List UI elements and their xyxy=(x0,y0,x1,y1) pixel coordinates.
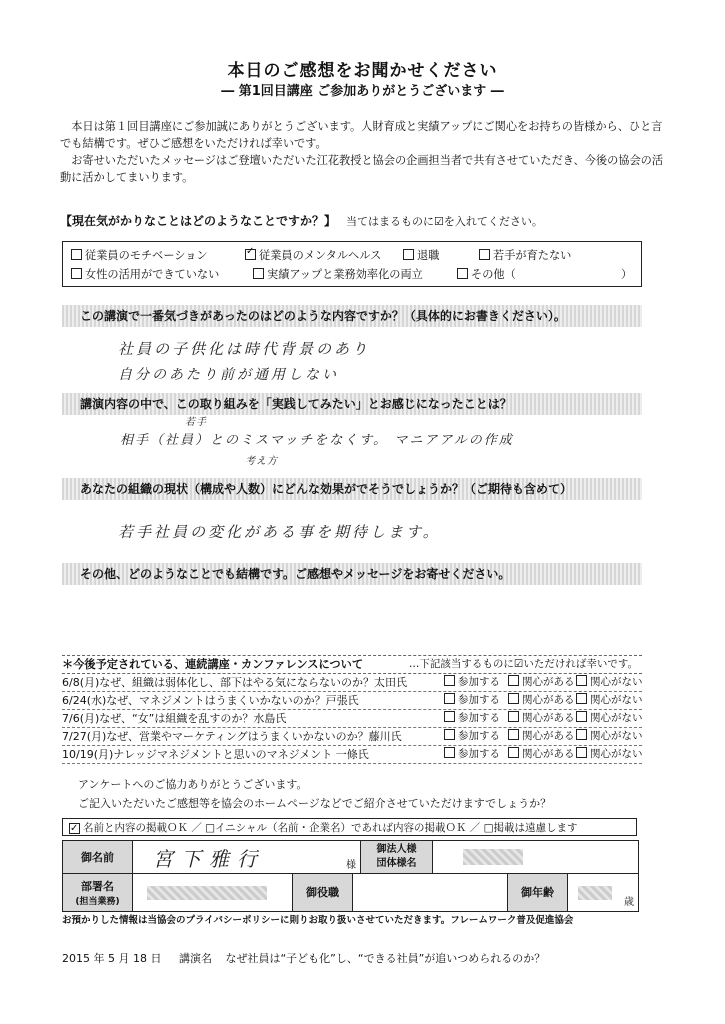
q5-question: その他、どのようなことでも結構です。ご感想やメッセージをお寄せください。 xyxy=(62,563,642,585)
interested-option[interactable] xyxy=(508,728,575,745)
dept-label-sub: (担当業務) xyxy=(75,897,120,907)
lecture-title: なぜ社員は“子ども化”し、“できる社員”が追いつめられるのか？ xyxy=(225,952,546,965)
interested-option[interactable] xyxy=(508,746,575,763)
survey-question: ご記入いただいたご感想等を協会のホームページなどでご紹介させていただけますでしょうか？ xyxy=(78,797,552,810)
schedule-row xyxy=(62,710,642,728)
option-label: 実績アップと業務効率化の両立 xyxy=(267,268,423,281)
not-interested-label: 関心がない xyxy=(590,694,643,706)
attend-label: 参加する xyxy=(458,676,500,688)
checkbox[interactable] xyxy=(444,693,455,704)
checkbox[interactable] xyxy=(508,711,519,722)
corp-label xyxy=(361,841,433,874)
respondent-form xyxy=(62,840,639,912)
option-young-staff[interactable] xyxy=(479,247,571,263)
checkbox[interactable] xyxy=(444,675,455,686)
not-interested-option[interactable] xyxy=(576,728,643,745)
option-other[interactable] xyxy=(457,266,516,282)
name-label: 御名前 xyxy=(63,841,133,874)
attend-option[interactable] xyxy=(444,674,500,691)
q3-question: 講演内容の中で、この取り組みを「実践してみたい」とお感じになったことは？ xyxy=(62,393,642,415)
consent-text: 名前と内容の掲載ＯＫ ／ □イニシャル（名前・企業名）であれば内容の掲載ＯＫ ／ □掲載は遠慮します xyxy=(83,822,578,834)
lecture-info xyxy=(62,950,545,966)
q3-annotation-bottom: 考え方 xyxy=(245,456,278,467)
corp-field[interactable] xyxy=(433,841,638,874)
name-field[interactable] xyxy=(133,841,361,874)
option-other-close: ） xyxy=(621,268,633,281)
checkbox[interactable] xyxy=(508,729,519,740)
checkbox[interactable] xyxy=(576,693,587,704)
attend-option[interactable] xyxy=(444,710,500,727)
interested-label: 関心がある xyxy=(522,694,575,706)
q1-hint: 当てはまるものに☑を入れてください。 xyxy=(346,215,543,228)
schedule-row-text: 10/19(月)ナレッジマネジメントと思いのマネジメント 一條氏 xyxy=(62,748,369,761)
dept-label-main: 部署名 xyxy=(81,880,114,893)
schedule-row xyxy=(62,746,642,764)
role-label: 御役職 xyxy=(293,874,353,911)
schedule-row xyxy=(62,728,642,746)
attend-label: 参加する xyxy=(458,748,500,760)
q4-answer: 若手社員の変化がある事を期待します。 xyxy=(118,523,441,541)
checkbox[interactable] xyxy=(444,711,455,722)
checkbox[interactable] xyxy=(576,711,587,722)
checkbox[interactable] xyxy=(479,249,490,260)
corp-label-line-1: 御法人様 xyxy=(376,844,417,855)
consent-options xyxy=(62,818,637,836)
interested-option[interactable] xyxy=(508,692,575,709)
q2-answer-line-1: 社員の子供化は時代背景のあり xyxy=(118,340,371,358)
not-interested-label: 関心がない xyxy=(590,730,643,742)
intro-paragraph-1: 本日は第１回目講座にご参加誠にありがとうございます。人財育成と実績アップにご関心をお持ちの皆様から、ひと言でも結構です。ぜひご感想をいただければ幸いです。 xyxy=(60,120,663,150)
interested-label: 関心がある xyxy=(522,730,575,742)
dept-field[interactable] xyxy=(133,874,293,911)
intro-text xyxy=(60,118,670,186)
page-title: 本日のご感想をお聞かせください xyxy=(227,61,498,81)
option-label: 従業員のモチベーション xyxy=(85,249,208,262)
intro-paragraph-2: お寄せいただいたメッセージはご登壇いただいた江花教授と協会の企画担当者で共有させていただき、今後の協会の活動に活かしてまいります。 xyxy=(60,154,664,184)
interested-option[interactable] xyxy=(508,674,575,691)
schedule-row xyxy=(62,674,642,692)
option-retirement[interactable] xyxy=(403,247,439,263)
age-unit: 歳 xyxy=(624,897,634,908)
option-label: 従業員のメンタルヘルス xyxy=(259,249,382,262)
schedule-row xyxy=(62,692,642,710)
q2-answer-line-2: 自分のあたり前が通用しない xyxy=(118,367,339,383)
checkbox[interactable] xyxy=(71,268,82,279)
checkbox[interactable] xyxy=(508,675,519,686)
lecture-label: 講演名 xyxy=(178,952,212,965)
checkbox[interactable] xyxy=(253,268,264,279)
q2-question: この講演で一番気づきがあったのはどのような内容ですか？（具体的にお書きください）。 xyxy=(62,305,642,327)
checkbox[interactable] xyxy=(403,249,414,260)
attend-option[interactable] xyxy=(444,746,500,763)
redacted-dept xyxy=(147,886,267,900)
page-subtitle: ― 第1回目講座 ご参加ありがとうございます ― xyxy=(221,84,504,99)
checkbox[interactable] xyxy=(444,729,455,740)
not-interested-option[interactable] xyxy=(576,710,643,727)
checkbox-checked[interactable] xyxy=(245,249,256,260)
dept-label xyxy=(63,874,133,911)
schedule-row-text: 6/8(月)なぜ、組織は弱体化し、部下はやる気にならないのか？太田氏 xyxy=(62,676,407,689)
not-interested-label: 関心がない xyxy=(590,676,643,688)
checkbox[interactable] xyxy=(576,675,587,686)
checkbox[interactable] xyxy=(71,249,82,260)
option-label: その他（ xyxy=(471,268,516,281)
schedule-hint: …下記該当するものに☑いただければ幸いです。 xyxy=(408,658,638,670)
redacted-age xyxy=(578,886,612,900)
q1-options-box xyxy=(62,241,642,287)
schedule-heading xyxy=(62,655,642,674)
not-interested-label: 関心がない xyxy=(590,748,643,760)
attend-option[interactable] xyxy=(444,692,500,709)
checkbox[interactable] xyxy=(508,693,519,704)
attend-option[interactable] xyxy=(444,728,500,745)
checkbox-checked[interactable] xyxy=(69,823,80,834)
option-women[interactable] xyxy=(71,266,219,282)
checkbox[interactable] xyxy=(576,747,587,758)
q4-question: あなたの組織の現状（構成や人数）にどんな効果がでそうでしょうか？（ご期待も含めて） xyxy=(62,478,642,500)
q1-heading-text: 【現在気がかりなことはどのようなことですか？】 xyxy=(60,214,337,228)
schedule-row-text: 7/6(月)なぜ、“女”は組織を乱すのか？水島氏 xyxy=(62,712,287,725)
age-label: 御年齢 xyxy=(508,874,568,911)
not-interested-option[interactable] xyxy=(576,674,643,691)
attend-label: 参加する xyxy=(458,712,500,724)
role-field[interactable] xyxy=(353,874,508,911)
not-interested-option[interactable] xyxy=(576,746,643,763)
q3-annotation-top: 若手 xyxy=(185,417,207,428)
checkbox[interactable] xyxy=(508,747,519,758)
q3-answer: 相手（社員）とのミスマッチをなくす。 マニアアルの作成 xyxy=(120,433,514,448)
privacy-note: お預かりした情報は当協会のプライバシーポリシーに則りお取り扱いさせていただきます。フレームワーク普及促進協会 xyxy=(62,915,574,926)
age-field[interactable] xyxy=(568,874,638,911)
option-label: 女性の活用ができていない xyxy=(85,268,220,281)
interested-label: 関心がある xyxy=(522,748,575,760)
option-label: 退職 xyxy=(417,249,440,262)
attend-label: 参加する xyxy=(458,730,500,742)
checkbox[interactable] xyxy=(457,268,468,279)
schedule-row-text: 6/24(水)なぜ、マネジメントはうまくいかないのか？戸張氏 xyxy=(62,694,359,707)
interested-label: 関心がある xyxy=(522,676,575,688)
schedule-row-text: 7/27(月)なぜ、営業やマーケティングはうまくいかないのか？藤川氏 xyxy=(62,730,402,743)
checkbox[interactable] xyxy=(444,747,455,758)
option-mental-health[interactable] xyxy=(245,247,381,263)
name-value: 宮下雅行 xyxy=(153,847,265,871)
not-interested-label: 関心がない xyxy=(590,712,643,724)
schedule-heading-text: ＊今後予定されている、連続講座・カンファレンスについて xyxy=(62,658,364,671)
not-interested-option[interactable] xyxy=(576,692,643,709)
attend-label: 参加する xyxy=(458,694,500,706)
interested-label: 関心がある xyxy=(522,712,575,724)
q1-heading xyxy=(60,212,680,229)
lecture-date: 2015 年 5 月 18 日 xyxy=(62,952,162,965)
redacted-corp-name xyxy=(463,849,523,865)
survey-thanks: アンケートへのご協力ありがとうございます。 xyxy=(78,778,308,791)
checkbox[interactable] xyxy=(576,729,587,740)
option-efficiency[interactable] xyxy=(253,266,423,282)
option-label: 若手が育たない xyxy=(493,249,572,262)
option-motivation[interactable] xyxy=(71,247,208,263)
interested-option[interactable] xyxy=(508,710,575,727)
corp-label-line-2: 団体様名 xyxy=(376,858,417,869)
sama-label: 様 xyxy=(346,860,356,871)
